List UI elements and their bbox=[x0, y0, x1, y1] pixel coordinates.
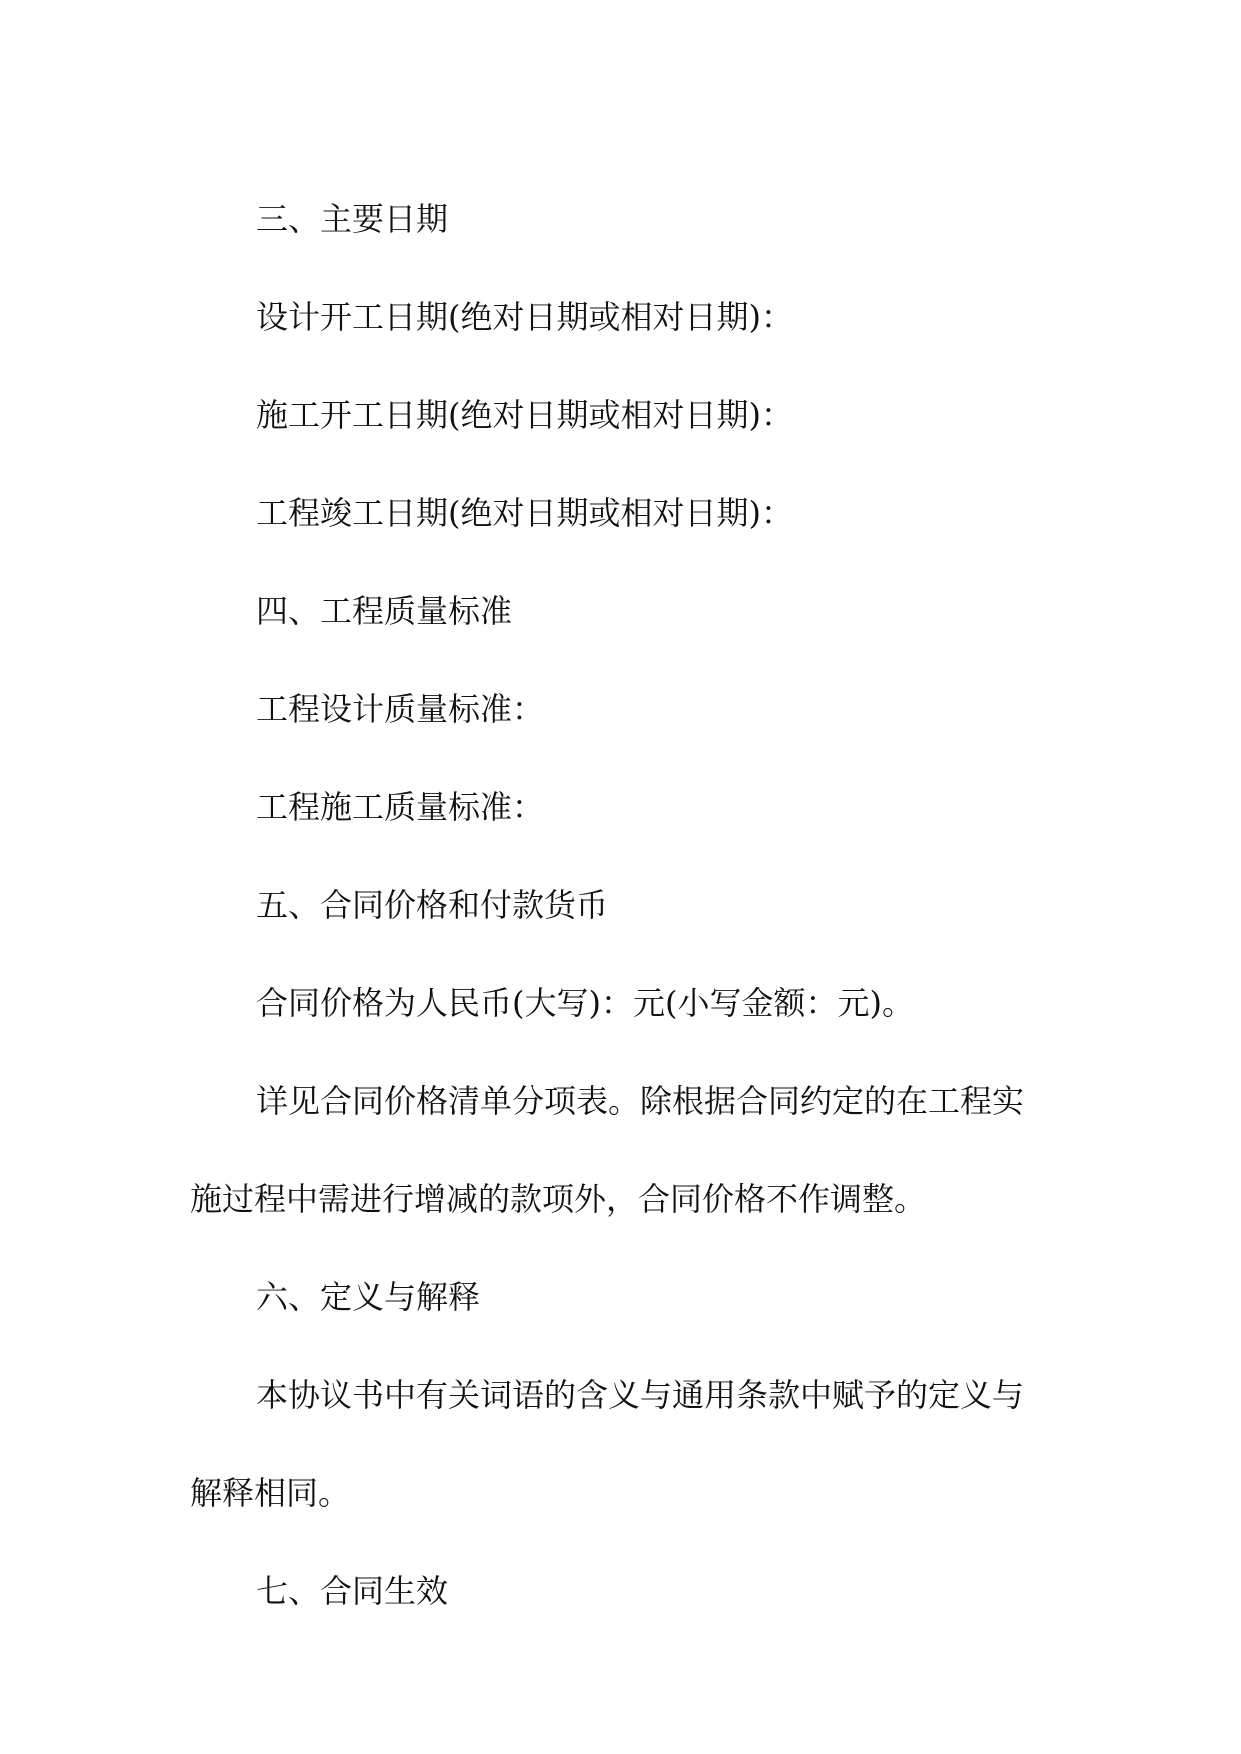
price-list-paragraph: 详见合同价格清单分项表。除根据合同约定的在工程实施过程中需进行增减的款项外，合同价格不作调整。 bbox=[190, 1082, 1025, 1218]
heading-effectiveness: 七、合同生效 bbox=[256, 1572, 449, 1610]
construction-start-date-line: 施工开工日期(绝对日期或相对日期)： bbox=[256, 396, 793, 434]
heading-main-dates: 三、主要日期 bbox=[256, 200, 449, 238]
document-body bbox=[190, 170, 1030, 1640]
heading-price-currency: 五、合同价格和付款货币 bbox=[256, 886, 609, 924]
completion-date-line: 工程竣工日期(绝对日期或相对日期)： bbox=[256, 494, 793, 532]
heading-definitions: 六、定义与解释 bbox=[256, 1278, 481, 1316]
construction-quality-standard-line: 工程施工质量标准： bbox=[256, 788, 545, 826]
contract-price-line: 合同价格为人民币(大写)：元(小写金额：元)。 bbox=[256, 984, 914, 1022]
definitions-paragraph: 本协议书中有关词语的含义与通用条款中赋予的定义与解释相同。 bbox=[190, 1376, 1025, 1512]
heading-quality-standard: 四、工程质量标准 bbox=[256, 592, 513, 630]
design-start-date-line: 设计开工日期(绝对日期或相对日期)： bbox=[256, 298, 793, 336]
design-quality-standard-line: 工程设计质量标准： bbox=[256, 690, 545, 728]
